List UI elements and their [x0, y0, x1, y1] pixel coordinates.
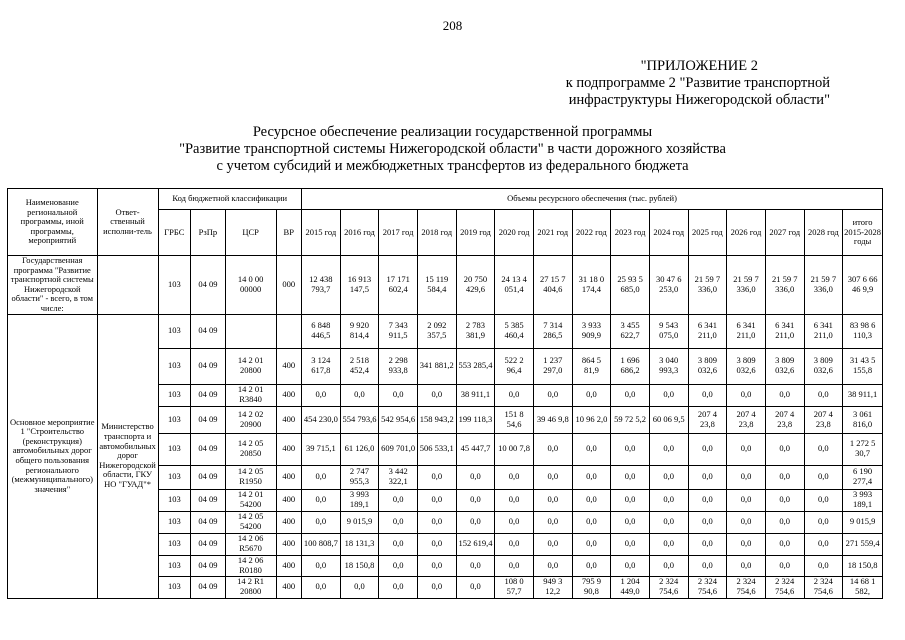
program-value: 31 18 0 174,4 [572, 256, 611, 315]
cell-value: 0,0 [533, 465, 572, 489]
cell-value: 0,0 [611, 489, 650, 511]
program-value: 15 119 584,4 [417, 256, 456, 315]
cell-value: 3 993 189,1 [843, 489, 883, 511]
cell-value: 0,0 [804, 533, 843, 555]
cell-value: 1 237 297,0 [533, 348, 572, 384]
cell-value: 6 341 211,0 [688, 314, 727, 348]
cell-value: 6 190 277,4 [843, 465, 883, 489]
cell-value: 9 920 814,4 [340, 314, 379, 348]
cell-value: 0,0 [611, 533, 650, 555]
cell-value: 3 933 909,9 [572, 314, 611, 348]
cell-value: 39 715,1 [301, 433, 340, 465]
cell-csr: 14 2 05 54200 [225, 511, 276, 533]
cell-grbs: 103 [158, 533, 191, 555]
cell-rzpr: 04 09 [191, 576, 226, 598]
title-line-1: Ресурсное обеспечение реализации государственной программы [252, 124, 653, 140]
header-vr: ВР [276, 210, 301, 256]
cell-value: 0,0 [727, 384, 766, 406]
cell-value: 31 43 5 155,8 [843, 348, 883, 384]
title-line-2: "Развитие транспортной системы Нижегородской области" в части дорожного хозяйства [179, 141, 726, 157]
cell-value: 0,0 [572, 533, 611, 555]
cell-value: 207 4 23,8 [804, 406, 843, 433]
cell-grbs: 103 [158, 465, 191, 489]
cell-value: 0,0 [572, 511, 611, 533]
cell-value: 199 118,3 [456, 406, 495, 433]
cell-value: 0,0 [417, 576, 456, 598]
header-year: итого 2015-2028 годы [843, 210, 883, 256]
cell-rzpr: 04 09 [191, 406, 226, 433]
cell-csr: 14 2 01 20800 [225, 348, 276, 384]
cell-value: 0,0 [804, 555, 843, 576]
cell-value: 0,0 [301, 465, 340, 489]
cell-value: 0,0 [804, 465, 843, 489]
program-csr: 14 0 00 00000 [225, 256, 276, 315]
program-value: 21 59 7 336,0 [804, 256, 843, 315]
cell-value: 0,0 [456, 576, 495, 598]
cell-value: 0,0 [533, 433, 572, 465]
cell-rzpr: 04 09 [191, 511, 226, 533]
cell-value: 0,0 [456, 555, 495, 576]
header-year: 2022 год [572, 210, 611, 256]
appendix-line-3: инфраструктуры Нижегородской области" [568, 92, 830, 108]
cell-value: 0,0 [765, 533, 804, 555]
header-year: 2021 год [533, 210, 572, 256]
header-rzpr: РзПр [191, 210, 226, 256]
cell-rzpr: 04 09 [191, 533, 226, 555]
cell-grbs: 103 [158, 314, 191, 348]
cell-value: 207 4 23,8 [765, 406, 804, 433]
program-value: 17 171 602,4 [379, 256, 418, 315]
cell-value: 0,0 [765, 511, 804, 533]
cell-value: 3 809 032,6 [688, 348, 727, 384]
cell-grbs: 103 [158, 384, 191, 406]
page-number: 208 [442, 18, 463, 33]
appendix-line-2: к подпрограмме 2 "Развитие транспортной [565, 75, 830, 91]
cell-value: 6 341 211,0 [804, 314, 843, 348]
cell-value: 0,0 [688, 489, 727, 511]
program-value: 16 913 147,5 [340, 256, 379, 315]
cell-value: 0,0 [804, 384, 843, 406]
cell-value: 0,0 [533, 489, 572, 511]
cell-value: 0,0 [533, 511, 572, 533]
cell-value: 0,0 [572, 489, 611, 511]
cell-value: 0,0 [649, 555, 688, 576]
cell-value: 0,0 [804, 433, 843, 465]
cell-value: 0,0 [572, 465, 611, 489]
cell-value: 151 8 54,6 [495, 406, 534, 433]
cell-value: 0,0 [301, 489, 340, 511]
cell-value: 0,0 [649, 433, 688, 465]
cell-value: 2 092 357,5 [417, 314, 456, 348]
cell-value: 0,0 [649, 384, 688, 406]
cell-value: 0,0 [727, 555, 766, 576]
cell-value: 207 4 23,8 [727, 406, 766, 433]
cell-value: 0,0 [727, 511, 766, 533]
cell-value: 61 126,0 [340, 433, 379, 465]
cell-value: 9 015,9 [843, 511, 883, 533]
cell-value: 0,0 [611, 433, 650, 465]
cell-value: 0,0 [301, 576, 340, 598]
cell-value: 0,0 [611, 465, 650, 489]
cell-value: 506 533,1 [417, 433, 456, 465]
cell-value: 0,0 [495, 555, 534, 576]
program-grbs: 103 [158, 256, 191, 315]
cell-value: 0,0 [379, 555, 418, 576]
cell-csr: 14 2 06 R5670 [225, 533, 276, 555]
cell-value: 3 442 322,1 [379, 465, 418, 489]
cell-value: 2 324 754,6 [727, 576, 766, 598]
cell-value: 38 911,1 [456, 384, 495, 406]
cell-value: 1 204 449,0 [611, 576, 650, 598]
cell-vr: 400 [276, 533, 301, 555]
cell-value: 6 341 211,0 [727, 314, 766, 348]
cell-value: 0,0 [727, 433, 766, 465]
cell-grbs: 103 [158, 406, 191, 433]
cell-value: 2 324 754,6 [804, 576, 843, 598]
cell-value: 1 272 5 30,7 [843, 433, 883, 465]
header-year: 2028 год [804, 210, 843, 256]
cell-vr: 400 [276, 433, 301, 465]
cell-value: 3 061 816,0 [843, 406, 883, 433]
cell-value: 341 881,2 [417, 348, 456, 384]
cell-value: 207 4 23,8 [688, 406, 727, 433]
cell-value: 0,0 [727, 489, 766, 511]
header-year: 2015 год [301, 210, 340, 256]
cell-value: 0,0 [495, 533, 534, 555]
cell-value: 609 701,0 [379, 433, 418, 465]
header-csr: ЦСР [225, 210, 276, 256]
table-row [8, 314, 883, 348]
cell-grbs: 103 [158, 576, 191, 598]
cell-value: 0,0 [727, 465, 766, 489]
program-value: 24 13 4 051,4 [495, 256, 534, 315]
cell-value: 3 809 032,6 [765, 348, 804, 384]
cell-value: 1 696 686,2 [611, 348, 650, 384]
cell-value: 2 783 381,9 [456, 314, 495, 348]
cell-value: 0,0 [688, 465, 727, 489]
cell-value: 0,0 [533, 533, 572, 555]
cell-value: 59 72 5,2 [611, 406, 650, 433]
cell-value: 0,0 [688, 433, 727, 465]
cell-rzpr: 04 09 [191, 465, 226, 489]
cell-value: 0,0 [611, 511, 650, 533]
header-year: 2023 год [611, 210, 650, 256]
cell-vr: 400 [276, 576, 301, 598]
header-year: 2025 год [688, 210, 727, 256]
header-responsible: Ответ-ственный исполни-тель [97, 189, 158, 256]
cell-value: 3 993 189,1 [340, 489, 379, 511]
cell-value: 5 385 460,4 [495, 314, 534, 348]
cell-value: 0,0 [456, 465, 495, 489]
cell-value: 0,0 [649, 533, 688, 555]
cell-vr: 400 [276, 511, 301, 533]
cell-rzpr: 04 09 [191, 314, 226, 348]
cell-value: 83 98 6 110,3 [843, 314, 883, 348]
cell-value: 45 447,7 [456, 433, 495, 465]
cell-value: 0,0 [495, 384, 534, 406]
cell-value: 0,0 [649, 511, 688, 533]
header-name: Наименование региональной программы, иной программы, мероприятий [8, 189, 98, 256]
cell-grbs: 103 [158, 433, 191, 465]
header-year: 2024 год [649, 210, 688, 256]
cell-csr: 14 2 R1 20800 [225, 576, 276, 598]
cell-value: 60 06 9,5 [649, 406, 688, 433]
cell-value: 0,0 [572, 384, 611, 406]
cell-value: 0,0 [495, 465, 534, 489]
cell-value: 795 9 90,8 [572, 576, 611, 598]
cell-rzpr: 04 09 [191, 348, 226, 384]
cell-value: 949 3 12,2 [533, 576, 572, 598]
cell-value: 0,0 [417, 384, 456, 406]
header-year: 2018 год [417, 210, 456, 256]
cell-value: 108 0 57,7 [495, 576, 534, 598]
program-vr: 000 [276, 256, 301, 315]
cell-value: 9 543 075,0 [649, 314, 688, 348]
cell-value: 2 324 754,6 [649, 576, 688, 598]
cell-rzpr: 04 09 [191, 384, 226, 406]
program-value: 25 93 5 685,0 [611, 256, 650, 315]
header-year: 2017 год [379, 210, 418, 256]
cell-value: 158 943,2 [417, 406, 456, 433]
cell-grbs: 103 [158, 348, 191, 384]
cell-vr [276, 314, 301, 348]
cell-value: 864 5 81,9 [572, 348, 611, 384]
cell-value: 0,0 [765, 465, 804, 489]
cell-value: 0,0 [301, 511, 340, 533]
cell-value: 2 747 955,3 [340, 465, 379, 489]
cell-value: 0,0 [533, 384, 572, 406]
cell-value: 39 46 9,8 [533, 406, 572, 433]
header-year: 2016 год [340, 210, 379, 256]
program-value: 21 59 7 336,0 [765, 256, 804, 315]
cell-rzpr: 04 09 [191, 555, 226, 576]
document-title [0, 124, 905, 175]
program-value: 27 15 7 404,6 [533, 256, 572, 315]
program-value: 21 59 7 336,0 [688, 256, 727, 315]
cell-value: 10 00 7,8 [495, 433, 534, 465]
cell-value: 553 285,4 [456, 348, 495, 384]
program-responsible [97, 256, 158, 315]
cell-value: 38 911,1 [843, 384, 883, 406]
cell-grbs: 103 [158, 555, 191, 576]
cell-value: 0,0 [649, 489, 688, 511]
cell-value: 0,0 [456, 489, 495, 511]
cell-value: 0,0 [417, 555, 456, 576]
cell-value: 10 96 2,0 [572, 406, 611, 433]
cell-value: 0,0 [301, 384, 340, 406]
program-value: 21 59 7 336,0 [727, 256, 766, 315]
cell-value: 14 68 1 582, [843, 576, 883, 598]
cell-value: 542 954,6 [379, 406, 418, 433]
cell-value: 0,0 [379, 384, 418, 406]
header-year: 2019 год [456, 210, 495, 256]
cell-value: 554 793,6 [340, 406, 379, 433]
cell-value: 0,0 [417, 511, 456, 533]
cell-value: 0,0 [765, 384, 804, 406]
program-name: Государственная программа "Развитие транспортной системы Нижегородской области" - всего, в том числе: [8, 256, 98, 315]
cell-value: 0,0 [495, 489, 534, 511]
cell-value: 7 314 286,5 [533, 314, 572, 348]
appendix-note [520, 58, 830, 109]
cell-value: 0,0 [417, 489, 456, 511]
cell-value: 0,0 [688, 533, 727, 555]
header-year: 2020 год [495, 210, 534, 256]
cell-value: 0,0 [301, 555, 340, 576]
cell-value: 0,0 [765, 489, 804, 511]
cell-value: 0,0 [379, 489, 418, 511]
cell-csr: 14 2 01 54200 [225, 489, 276, 511]
cell-value: 0,0 [765, 555, 804, 576]
header-code-group: Код бюджетной классификации [158, 189, 301, 210]
cell-value: 0,0 [417, 533, 456, 555]
cell-value: 3 124 617,8 [301, 348, 340, 384]
cell-value: 152 619,4 [456, 533, 495, 555]
cell-value: 0,0 [379, 511, 418, 533]
cell-value: 0,0 [688, 555, 727, 576]
cell-value: 271 559,4 [843, 533, 883, 555]
cell-value: 0,0 [340, 384, 379, 406]
cell-value: 0,0 [727, 533, 766, 555]
program-value: 30 47 6 253,0 [649, 256, 688, 315]
cell-value: 2 298 933,8 [379, 348, 418, 384]
cell-value: 3 455 622,7 [611, 314, 650, 348]
cell-value: 0,0 [572, 433, 611, 465]
cell-value: 0,0 [340, 576, 379, 598]
cell-csr [225, 314, 276, 348]
cell-value: 18 150,8 [843, 555, 883, 576]
cell-grbs: 103 [158, 489, 191, 511]
header-year: 2026 год [727, 210, 766, 256]
cell-value: 0,0 [611, 555, 650, 576]
cell-vr: 400 [276, 384, 301, 406]
cell-value: 0,0 [611, 384, 650, 406]
cell-value: 0,0 [688, 384, 727, 406]
cell-csr: 14 2 06 R0180 [225, 555, 276, 576]
responsible-executor: Министерство транспорта и автомобильных дорог Нижегородской области, ГКУ НО "ГУАД"* [97, 314, 158, 598]
program-value: 20 750 429,6 [456, 256, 495, 315]
cell-csr: 14 2 05 R1950 [225, 465, 276, 489]
header-year: 2027 год [765, 210, 804, 256]
title-line-3: с учетом субсидий и межбюджетных трансфертов из федерального бюджета [216, 158, 689, 174]
resource-table [7, 188, 883, 599]
cell-value: 6 341 211,0 [765, 314, 804, 348]
header-grbs: ГРБС [158, 210, 191, 256]
cell-value: 0,0 [688, 511, 727, 533]
cell-value: 2 518 452,4 [340, 348, 379, 384]
cell-rzpr: 04 09 [191, 489, 226, 511]
cell-value: 3 040 993,3 [649, 348, 688, 384]
header-volumes-group: Объемы ресурсного обеспечения (тыс. рублей) [301, 189, 882, 210]
cell-rzpr: 04 09 [191, 433, 226, 465]
cell-vr: 400 [276, 489, 301, 511]
cell-value: 0,0 [533, 555, 572, 576]
cell-value: 0,0 [765, 433, 804, 465]
cell-csr: 14 2 05 20850 [225, 433, 276, 465]
cell-value: 0,0 [649, 465, 688, 489]
cell-value: 2 324 754,6 [688, 576, 727, 598]
cell-value: 6 848 446,5 [301, 314, 340, 348]
cell-value: 100 808,7 [301, 533, 340, 555]
cell-value: 18 150,8 [340, 555, 379, 576]
cell-value: 0,0 [572, 555, 611, 576]
program-value: 307 6 66 46 9,9 [843, 256, 883, 315]
cell-csr: 14 2 01 R3840 [225, 384, 276, 406]
cell-value: 0,0 [417, 465, 456, 489]
cell-value: 3 809 032,6 [727, 348, 766, 384]
cell-value: 522 2 96,4 [495, 348, 534, 384]
cell-value: 9 015,9 [340, 511, 379, 533]
program-rzpr: 04 09 [191, 256, 226, 315]
cell-vr: 400 [276, 406, 301, 433]
program-value: 12 438 793,7 [301, 256, 340, 315]
cell-value: 0,0 [495, 511, 534, 533]
event-name: Основное мероприятие 1 "Строительство (реконструкция) автомобильных дорог общего пользования регионального (межмуниципального) значения" [8, 314, 98, 598]
cell-vr: 400 [276, 348, 301, 384]
cell-value: 7 343 911,5 [379, 314, 418, 348]
cell-value: 0,0 [804, 489, 843, 511]
cell-grbs: 103 [158, 511, 191, 533]
cell-vr: 400 [276, 555, 301, 576]
cell-value: 2 324 754,6 [765, 576, 804, 598]
cell-value: 3 809 032,6 [804, 348, 843, 384]
cell-value: 454 230,0 [301, 406, 340, 433]
cell-value: 0,0 [379, 533, 418, 555]
cell-value: 18 131,3 [340, 533, 379, 555]
cell-value: 0,0 [379, 576, 418, 598]
appendix-line-1: "ПРИЛОЖЕНИЕ 2 [640, 58, 758, 74]
cell-value: 0,0 [456, 511, 495, 533]
cell-csr: 14 2 02 20900 [225, 406, 276, 433]
cell-value: 0,0 [804, 511, 843, 533]
cell-vr: 400 [276, 465, 301, 489]
